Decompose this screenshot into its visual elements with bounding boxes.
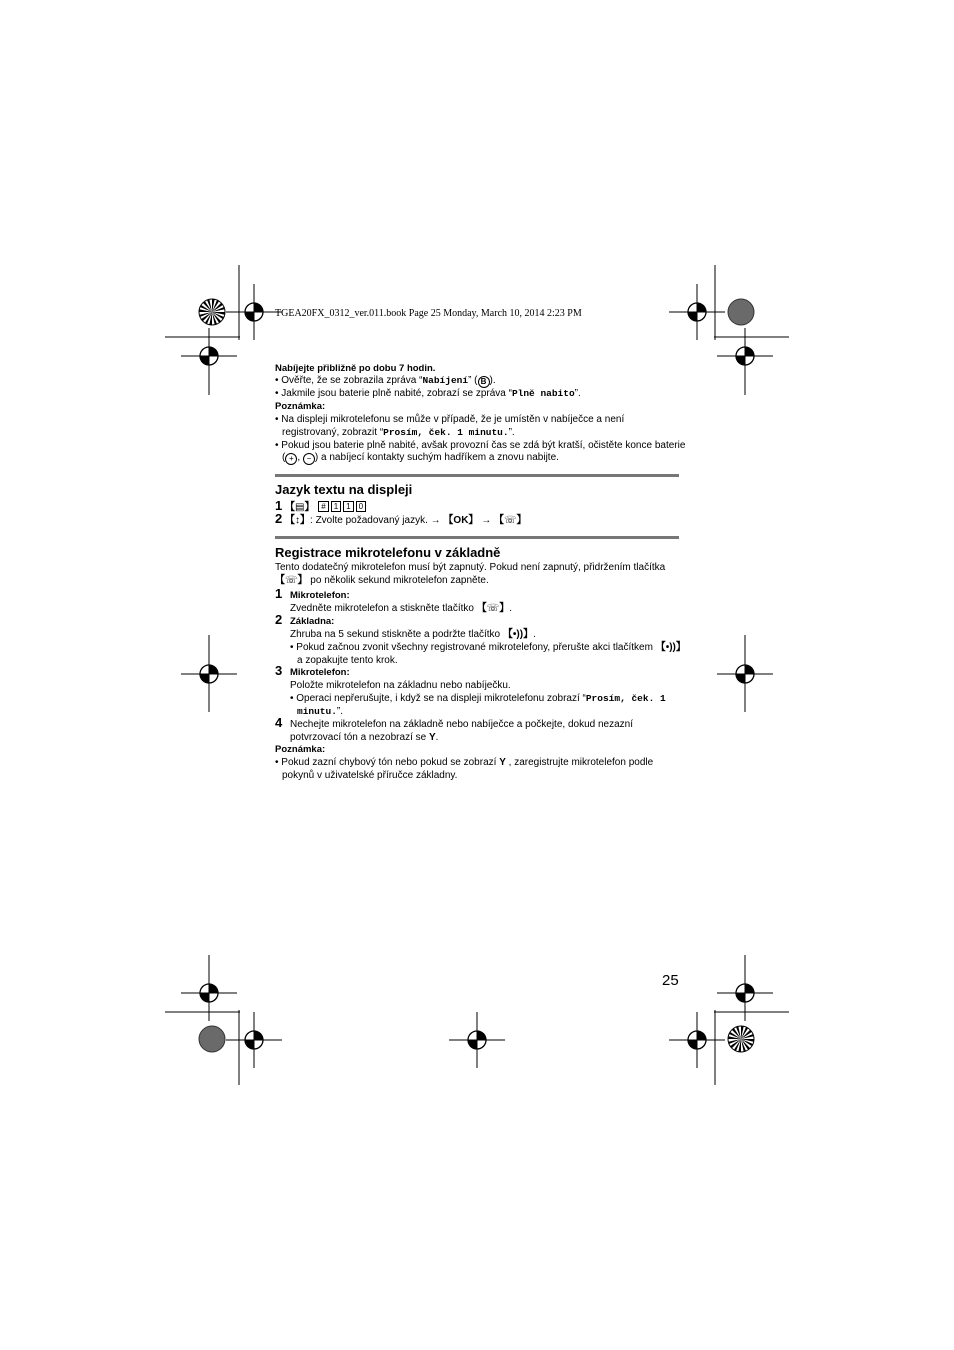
step-label: Mikrotelefon:: [290, 590, 350, 601]
display-message: Prosím, ček. 1 minutu.: [383, 427, 509, 438]
section-title: Registrace mikrotelefonu v základně: [275, 545, 501, 560]
ok-key-label: OK: [453, 515, 469, 526]
page-number: 25: [662, 972, 679, 989]
section-title: Jazyk textu na displeji: [275, 482, 413, 497]
note-text: (: [282, 452, 286, 463]
note-text: ”.: [508, 427, 515, 438]
bullet-text: • Jakmile jsou baterie plně nabité, zobrazí se zpráva “: [275, 388, 512, 399]
bullet-text: ”.: [574, 388, 581, 399]
off-key-glyph: ☏: [486, 603, 500, 614]
step-text: Nechejte mikrotelefon na základně nebo nabíječce a počkejte, dokud nezazní: [290, 719, 634, 730]
digit-key: 1: [331, 501, 341, 512]
step-2: [275, 512, 527, 527]
off-key-icon: 【☏】: [275, 575, 308, 586]
locator-key-icon: 【•))】: [502, 629, 534, 640]
step-text: potvrzovací tón a nezobrazí se Y.: [290, 732, 439, 743]
digit-key: 1: [343, 501, 353, 512]
step-label: Mikrotelefon:: [290, 667, 350, 678]
out-of-range-icon: Y: [499, 757, 506, 768]
step-text-body: Zvedněte mikrotelefon a stiskněte tlačítko: [290, 603, 474, 614]
step-bullet: [290, 692, 666, 705]
note-line: pokynů v uživatelské příručce základny.: [282, 770, 458, 781]
off-key-icon: 【☏】: [493, 515, 527, 526]
note-text: registrovaný, zobrazit “: [282, 427, 384, 438]
step-number: 4: [275, 715, 283, 730]
locator-key-glyph: •)): [512, 629, 524, 640]
note-label: Poznámka:: [275, 744, 326, 755]
digit-key: 0: [356, 501, 366, 512]
step-label: Základna:: [290, 616, 335, 627]
minus-terminal-icon: −: [303, 453, 315, 465]
note-line: • Na displeji mikrotelefonu se může v případě, že je umístěn v nabíječce a není: [275, 414, 625, 425]
step-number: 1: [275, 586, 283, 601]
step-text-body: potvrzovací tón a nezobrazí se: [290, 732, 427, 743]
note-text: ,: [297, 452, 303, 463]
charge-time-note: Nabíjejte přibližně po dobu 7 hodin.: [275, 363, 436, 374]
menu-key-glyph: ▤: [295, 502, 305, 513]
bullet-text: ).: [489, 375, 496, 386]
step-bullet: [290, 641, 686, 654]
signal-antenna-icon: Y: [428, 732, 436, 743]
bullet-text: ”.: [336, 706, 344, 717]
intro-line: [275, 574, 489, 587]
intro-text: po několik sekund mikrotelefon zapněte.: [307, 575, 489, 586]
menu-key-icon: 【▤】: [285, 502, 315, 513]
step-text-body: Zhruba na 5 sekund stiskněte a podržte tlačítko: [290, 629, 501, 640]
note-text: • Pokud zazní chybový tón nebo pokud se zobrazí: [275, 757, 497, 768]
bullet-fully-charged: [275, 387, 581, 400]
step-number: 1: [275, 498, 283, 513]
note-label: Poznámka:: [275, 401, 326, 412]
battery-icon: B: [478, 376, 490, 388]
hash-key: #: [318, 501, 328, 512]
step-number: 2: [275, 612, 283, 627]
note-line: [282, 451, 559, 465]
note-line: [275, 756, 653, 769]
off-key-icon: 【☏】: [476, 603, 510, 614]
note-text: , zaregistrujte mikrotelefon podle: [508, 757, 654, 768]
step-number: 2: [275, 511, 283, 526]
locator-key-glyph: •)): [665, 642, 676, 653]
navigator-key-icon: 【↕】: [285, 515, 311, 526]
bullet-text: • Pokud začnou zvonit všechny registrované mikrotelefony, přerušte akci tlačítkem: [290, 642, 653, 653]
section-divider: [275, 536, 679, 539]
step-text: Zhruba na 5 sekund stiskněte a podržte tlačítko 【•))】.: [290, 629, 536, 640]
step-bullet-cont: a zopakujte tento krok.: [297, 655, 398, 666]
step-text: : Zvolte požadovaný jazyk.: [310, 515, 428, 526]
display-message: Prosím, ček. 1: [585, 693, 666, 704]
bullet-charging-message: [275, 374, 496, 388]
display-message: Plně nabito: [511, 388, 575, 399]
bullet-text: ” (: [468, 375, 478, 386]
arrow-icon: →: [430, 515, 441, 526]
display-message: Nabíjení: [422, 375, 469, 386]
note-line: • Pokud jsou baterie plně nabité, avšak provozní čas se zdá být kratší, očistěte konce baterie: [275, 440, 686, 451]
section-divider: [275, 474, 679, 477]
bullet-text: • Operaci nepřerušujte, i když se na displeji mikrotelefonu zobrazí “: [290, 693, 586, 704]
step-text: Položte mikrotelefon na základnu nebo nabíječku.: [290, 680, 511, 691]
intro-line: Tento dodatečný mikrotelefon musí být zapnutý. Pokud není zapnutý, přidržením tlačítka: [275, 562, 666, 573]
book-header: TGEA20FX_0312_ver.011.book Page 25 Monday, March 10, 2014 2:23 PM: [275, 308, 582, 319]
off-key-glyph: ☏: [503, 515, 517, 526]
note-line: [282, 426, 515, 439]
arrow-icon: →: [481, 515, 492, 526]
step-text: Zvedněte mikrotelefon a stiskněte tlačítko 【☏】.: [290, 603, 513, 614]
locator-key-icon: 【•))】: [655, 642, 686, 653]
ok-key: 【OK】: [443, 515, 479, 526]
step-number: 3: [275, 663, 283, 678]
display-message: minutu.: [297, 706, 337, 717]
note-text: ) a nabíjecí kontakty suchým hadříkem a znovu nabijte.: [314, 452, 559, 463]
off-key-glyph: ☏: [285, 575, 298, 586]
bullet-text: • Ověřte, že se zobrazila zpráva “: [275, 375, 423, 386]
navigator-key-glyph: ↕: [295, 515, 301, 526]
plus-terminal-icon: +: [285, 453, 297, 465]
step-bullet-cont: [297, 705, 343, 718]
